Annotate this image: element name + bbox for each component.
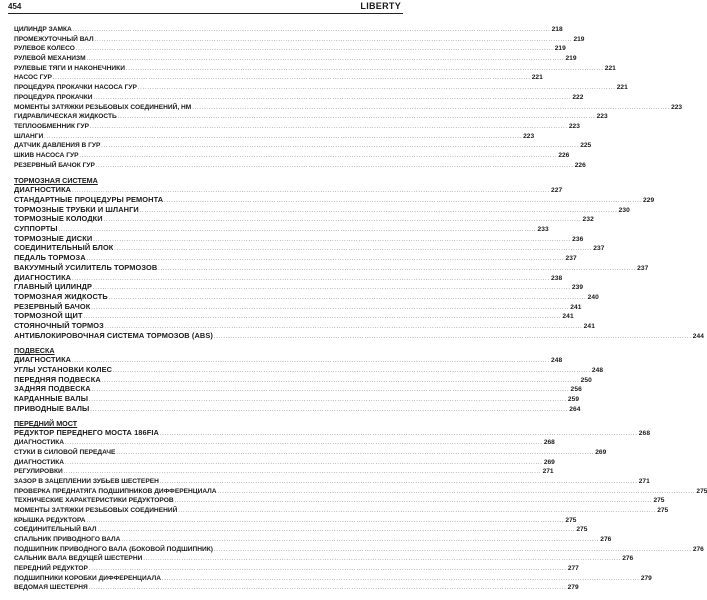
entry-page-number: 233 <box>537 226 549 234</box>
entry-list <box>14 355 604 413</box>
dot-leader: ........................................................................................................................................................................................................ <box>217 488 696 495</box>
toc-entry <box>14 262 649 273</box>
entry-page-number: 222 <box>572 93 584 101</box>
dot-leader: ........................................................................................................................................................................................................ <box>93 285 571 292</box>
entry-page-number: 229 <box>643 197 655 204</box>
toc-entry <box>14 564 579 574</box>
entry-page-number: 225 <box>580 142 592 150</box>
entry-title: РУЛЕВОЕ КОЛЕСО <box>14 45 75 53</box>
entry-title: ТОРМОЗНАЯ ЖИДКОСТЬ <box>14 291 108 301</box>
dot-leader: ........................................................................................................................................................................................................ <box>72 27 551 33</box>
dot-leader: ........................................................................................................................................................................................................ <box>178 507 657 514</box>
toc-entry <box>14 320 595 331</box>
entry-list <box>14 25 683 170</box>
dot-leader: ........................................................................................................................................................................................................ <box>64 440 543 447</box>
entry-title: ДИАГНОСТИКА <box>14 185 72 195</box>
entry-page-number: 268 <box>543 439 555 447</box>
entry-title: ГИДРАВЛИЧЕСКАЯ ЖИДКОСТЬ <box>14 113 117 121</box>
dot-leader: ........................................................................................................................................................................................................ <box>90 123 568 130</box>
entry-page-number: 239 <box>571 284 584 292</box>
toc-entry <box>14 477 650 487</box>
entry-page-number: 240 <box>587 293 599 301</box>
toc-entry <box>14 103 683 113</box>
toc-section <box>14 25 683 170</box>
entry-title: СУППОРТЫ <box>14 224 58 234</box>
entry-title: ПОДШИПНИКИ КОРОБКИ ДИФФЕРЕНЦИАЛА <box>14 574 161 582</box>
section-title: ПОДВЕСКА <box>14 346 55 356</box>
dot-leader: ........................................................................................................................................................................................................ <box>86 56 565 63</box>
entry-page-number: 221 <box>531 74 543 82</box>
dot-leader: ........................................................................................................................................................................................................ <box>89 397 567 404</box>
dot-leader: ........................................................................................................................................................................................................ <box>64 459 543 466</box>
toc-entry <box>14 467 554 477</box>
entry-page-number: 276 <box>600 536 612 543</box>
entry-title: МОМЕНТЫ ЗАТЯЖКИ РЕЗЬБОВЫХ СОЕДИНЕНИЙ, НМ <box>14 103 192 111</box>
entry-title: ВЕДОМАЯ ШЕСТЕРНЯ <box>14 584 88 592</box>
toc-entry <box>14 233 584 244</box>
toc-entry <box>14 301 582 312</box>
entry-page-number: 259 <box>567 396 580 404</box>
toc-entry <box>14 54 577 64</box>
entry-page-number: 275 <box>696 487 707 495</box>
entry-page-number: 223 <box>671 103 683 111</box>
toc-entry <box>14 330 705 341</box>
toc-entry <box>14 204 630 215</box>
entry-page-number: 218 <box>551 26 563 33</box>
entry-title: АНТИБЛОКИРОВОЧНАЯ СИСТЕМА ТОРМОЗОВ (ABS) <box>14 330 213 340</box>
dot-leader: ........................................................................................................................................................................................................ <box>159 478 638 485</box>
entry-title: ДИАГНОСТИКА <box>14 355 72 365</box>
dot-leader: ........................................................................................................................................................................................................ <box>72 358 550 365</box>
toc-entry <box>14 516 577 526</box>
dot-leader: ........................................................................................................................................................................................................ <box>93 94 572 101</box>
entry-page-number: 237 <box>593 245 605 253</box>
toc-entry <box>14 403 581 414</box>
entry-page-number: 276 <box>622 555 634 563</box>
entry-title: ТОРМОЗНОЙ ЩИТ <box>14 311 83 321</box>
entry-title: ДАТЧИК ДАВЛЕНИЯ В ГУР <box>14 142 101 150</box>
toc-entry <box>14 112 608 122</box>
entry-title: ШЛАНГИ <box>14 132 44 140</box>
entry-list <box>14 428 707 593</box>
toc-entry <box>14 554 634 564</box>
entry-title: ПОДШИПНИК ПРИВОДНОГО ВАЛА (БОКОВОЙ ПОДШИПНИК) <box>14 545 213 553</box>
toc-entry <box>14 224 549 234</box>
toc-entry <box>14 355 563 365</box>
entry-page-number: 275 <box>565 516 577 524</box>
dot-leader: ........................................................................................................................................................................................................ <box>213 546 692 553</box>
dot-leader: ........................................................................................................................................................................................................ <box>121 537 600 543</box>
entry-page-number: 241 <box>583 322 595 330</box>
entry-page-number: 268 <box>638 430 651 438</box>
table-of-contents <box>14 25 707 593</box>
entry-title: КРЫШКА РЕДУКТОРА <box>14 516 86 524</box>
entry-title: РУЛЕВОЙ МЕХАНИЗМ <box>14 55 86 63</box>
dot-leader: ........................................................................................................................................................................................................ <box>88 566 567 573</box>
toc-entry <box>14 83 628 93</box>
entry-page-number: 223 <box>596 113 608 121</box>
dot-leader: ........................................................................................................................................................................................................ <box>117 114 596 121</box>
entry-title: ТОРМОЗНЫЕ КОЛОДКИ <box>14 214 103 224</box>
toc-entry <box>14 282 584 292</box>
entry-title: СПАЛЬНИК ПРИВОДНОГО ВАЛА <box>14 536 121 543</box>
entry-page-number: 269 <box>543 458 555 466</box>
entry-page-number: 276 <box>692 545 704 553</box>
entry-page-number: 279 <box>567 584 579 592</box>
toc-entry <box>14 25 563 35</box>
entry-title: РЕЗЕРВНЫЙ БАЧОК ГУР <box>14 161 95 169</box>
entry-title: СОЕДИНИТЕЛЬНЫЙ БЛОК <box>14 243 114 253</box>
toc-entry <box>14 384 582 394</box>
dot-leader: ........................................................................................................................................................................................................ <box>158 265 637 272</box>
entry-title: СОЕДИНИТЕЛЬНЫЙ ВАЛ <box>14 526 97 534</box>
entry-page-number: 237 <box>565 255 577 263</box>
dot-leader: ........................................................................................................................................................................................................ <box>159 431 638 438</box>
entry-title: НАСОС ГУР <box>14 74 52 82</box>
entry-title: ПРИВОДНЫЕ ВАЛЫ <box>14 403 90 413</box>
entry-page-number: 219 <box>565 55 577 63</box>
dot-leader: ........................................................................................................................................................................................................ <box>86 517 565 524</box>
entry-title: ЦИЛИНДР ЗАМКА <box>14 26 72 33</box>
dot-leader: ........................................................................................................................................................................................................ <box>75 46 554 53</box>
toc-entry <box>14 195 655 205</box>
dot-leader: ........................................................................................................................................................................................................ <box>44 133 523 140</box>
dot-leader: ........................................................................................................................................................................................................ <box>52 75 531 82</box>
dot-leader: ........................................................................................................................................................................................................ <box>114 246 593 253</box>
entry-title: МОМЕНТЫ ЗАТЯЖКИ РЕЗЬБОВЫХ СОЕДИНЕНИЙ <box>14 506 178 514</box>
entry-title: САЛЬНИК ВАЛА ВЕДУЩЕЙ ШЕСТЕРНИ <box>14 555 143 563</box>
toc-entry <box>14 214 594 224</box>
entry-title: ДИАГНОСТИКА <box>14 272 72 282</box>
dot-leader: ........................................................................................................................................................................................................ <box>93 236 572 243</box>
entry-page-number: 244 <box>692 332 705 340</box>
entry-title: ШКИВ НАСОСА ГУР <box>14 151 79 159</box>
dot-leader: ........................................................................................................................................................................................................ <box>192 104 671 111</box>
entry-title: ЗАЗОР В ЗАЦЕПЛЕНИИ ЗУБЬЕВ ШЕСТЕРЕН <box>14 477 159 485</box>
entry-title: ТЕХНИЧЕСКИЕ ХАРАКТЕРИСТИКИ РЕДУКТОРОВ <box>14 497 174 505</box>
section-title: ТОРМОЗНАЯ СИСТЕМА <box>14 176 98 186</box>
dot-leader: ........................................................................................................................................................................................................ <box>103 217 582 224</box>
toc-entry <box>14 574 652 584</box>
dot-leader: ........................................................................................................................................................................................................ <box>101 377 580 384</box>
entry-title: РУЛЕВЫЕ ТЯГИ И НАКОНЕЧНИКИ <box>14 64 125 72</box>
entry-title: СТОЯНОЧНЫЙ ТОРМОЗ <box>14 320 104 330</box>
entry-page-number: 279 <box>640 574 652 582</box>
entry-title: ТОРМОЗНЫЕ ТРУБКИ И ШЛАНГИ <box>14 204 139 214</box>
toc-section <box>14 176 705 340</box>
entry-title: РЕЗЕРВНЫЙ БАЧОК <box>14 301 91 311</box>
entry-page-number: 275 <box>657 506 669 514</box>
dot-leader: ........................................................................................................................................................................................................ <box>86 256 565 263</box>
page-header <box>0 0 409 12</box>
entry-page-number: 248 <box>550 357 563 365</box>
entry-page-number: 232 <box>582 216 594 224</box>
dot-leader: ........................................................................................................................................................................................................ <box>79 152 558 159</box>
entry-title: ДИАГНОСТИКА <box>14 439 64 447</box>
dot-leader: ........................................................................................................................................................................................................ <box>97 527 576 534</box>
entry-page-number: 264 <box>569 405 581 413</box>
dot-leader: ........................................................................................................................................................................................................ <box>63 469 542 476</box>
entry-title: ЗАДНЯЯ ПОДВЕСКА <box>14 384 91 394</box>
dot-leader: ........................................................................................................................................................................................................ <box>88 585 567 592</box>
toc-entry <box>14 365 604 375</box>
entry-page-number: 238 <box>550 274 563 282</box>
entry-title: ПРОМЕЖУТОЧНЫЙ ВАЛ <box>14 35 94 43</box>
dot-leader: ........................................................................................................................................................................................................ <box>125 65 604 72</box>
entry-title: РЕДУКТОР ПЕРЕДНЕГО МОСТА 186FIA <box>14 428 159 438</box>
toc-entry <box>14 93 584 103</box>
toc-entry <box>14 272 563 283</box>
entry-title: ПЕДАЛЬ ТОРМОЗА <box>14 253 86 263</box>
entry-title: СТАНДАРТНЫЕ ПРОЦЕДУРЫ РЕМОНТА <box>14 195 164 204</box>
dot-leader: ........................................................................................................................................................................................................ <box>72 275 550 282</box>
dot-leader: ........................................................................................................................................................................................................ <box>108 294 587 301</box>
entry-page-number: 226 <box>558 151 570 159</box>
toc-entry <box>14 291 599 302</box>
toc-entry <box>14 496 665 506</box>
entry-page-number: 227 <box>550 187 563 195</box>
entry-title: УГЛЫ УСТАНОВКИ КОЛЕС <box>14 365 113 374</box>
toc-entry <box>14 253 577 263</box>
toc-entry <box>14 458 555 468</box>
toc-entry <box>14 141 592 151</box>
entry-page-number: 248 <box>591 367 604 374</box>
entry-page-number: 223 <box>568 122 580 130</box>
toc-entry <box>14 243 605 253</box>
toc-entry <box>14 428 651 438</box>
entry-title: ПЕРЕДНИЙ РЕДУКТОР <box>14 565 88 573</box>
dot-leader: ........................................................................................................................................................................................................ <box>72 188 550 195</box>
dot-leader: ........................................................................................................................................................................................................ <box>101 143 580 150</box>
dot-leader: ........................................................................................................................................................................................................ <box>90 406 569 413</box>
dot-leader: ........................................................................................................................................................................................................ <box>116 449 595 456</box>
toc-entry <box>14 394 580 404</box>
toc-entry <box>14 64 616 74</box>
toc-entry <box>14 311 574 321</box>
dot-leader: ........................................................................................................................................................................................................ <box>161 575 640 582</box>
entry-page-number: 250 <box>580 376 592 384</box>
entry-page-number: 269 <box>595 448 607 456</box>
entry-title: ДИАГНОСТИКА <box>14 458 64 466</box>
toc-entry <box>14 132 535 142</box>
entry-list <box>14 185 705 340</box>
entry-title: РЕГУЛИРОВКИ <box>14 468 63 476</box>
toc-entry <box>14 161 586 171</box>
section-title: ПЕРЕДНИЙ МОСТ <box>14 419 78 429</box>
entry-page-number: 226 <box>574 161 586 169</box>
entry-title: КАРДАННЫЕ ВАЛЫ <box>14 394 89 404</box>
dot-leader: ........................................................................................................................................................................................................ <box>95 162 574 169</box>
entry-title: СТУКИ В СИЛОВОЙ ПЕРЕДАЧЕ <box>14 448 116 456</box>
entry-title: ПРОВЕРКА ПРЕДНАТЯГА ПОДШИПНИКОВ ДИФФЕРЕНЦИАЛА <box>14 487 217 495</box>
dot-leader: ........................................................................................................................................................................................................ <box>91 304 570 311</box>
toc-entry <box>14 374 592 385</box>
dot-leader: ........................................................................................................................................................................................................ <box>58 227 537 234</box>
toc-entry <box>14 448 607 458</box>
toc-entry <box>14 545 704 555</box>
entry-title: ГЛАВНЫЙ ЦИЛИНДР <box>14 282 93 292</box>
toc-entry <box>14 506 669 516</box>
toc-entry <box>14 525 588 535</box>
toc-entry <box>14 185 563 195</box>
entry-page-number: 221 <box>616 84 628 92</box>
entry-page-number: 271 <box>542 468 554 476</box>
entry-page-number: 271 <box>638 477 650 485</box>
entry-page-number: 223 <box>523 132 535 140</box>
brand-title: LIBERTY <box>360 1 401 11</box>
entry-page-number: 230 <box>618 206 630 214</box>
entry-title: ПЕРЕДНЯЯ ПОДВЕСКА <box>14 374 101 384</box>
entry-page-number: 237 <box>637 264 649 272</box>
entry-page-number: 275 <box>653 497 665 505</box>
dot-leader: ........................................................................................................................................................................................................ <box>143 556 622 563</box>
dot-leader: ........................................................................................................................................................................................................ <box>139 207 618 214</box>
dot-leader: ........................................................................................................................................................................................................ <box>91 387 570 394</box>
toc-entry <box>14 73 543 83</box>
dot-leader: ........................................................................................................................................................................................................ <box>137 85 616 92</box>
toc-entry <box>14 44 566 54</box>
dot-leader: ........................................................................................................................................................................................................ <box>83 314 562 321</box>
entry-page-number: 219 <box>554 45 566 53</box>
dot-leader: ........................................................................................................................................................................................................ <box>104 323 583 330</box>
entry-title: ПРОЦЕДУРА ПРОКАЧКИ НАСОСА ГУР <box>14 84 137 92</box>
entry-page-number: 275 <box>576 526 588 534</box>
toc-entry <box>14 122 580 132</box>
toc-section <box>14 419 707 593</box>
entry-page-number: 219 <box>573 35 585 43</box>
toc-entry <box>14 35 585 45</box>
dot-leader: ........................................................................................................................................................................................................ <box>213 333 692 340</box>
entry-title: ПРОЦЕДУРА ПРОКАЧКИ <box>14 93 93 101</box>
dot-leader: ........................................................................................................................................................................................................ <box>94 36 573 43</box>
dot-leader: ........................................................................................................................................................................................................ <box>113 368 591 374</box>
dot-leader: ........................................................................................................................................................................................................ <box>174 498 653 505</box>
toc-entry <box>14 151 570 161</box>
page-number: 454 <box>8 2 22 11</box>
dot-leader: ........................................................................................................................................................................................................ <box>164 198 643 204</box>
toc-entry <box>14 535 612 545</box>
entry-page-number: 256 <box>570 386 582 394</box>
toc-entry <box>14 583 579 593</box>
entry-title: ТЕПЛООБМЕННИК ГУР <box>14 122 90 130</box>
entry-page-number: 277 <box>567 565 579 573</box>
entry-page-number: 221 <box>604 64 616 72</box>
toc-section <box>14 346 604 413</box>
toc-entry <box>14 438 555 448</box>
entry-page-number: 241 <box>562 313 574 321</box>
entry-title: ВАКУУМНЫЙ УСИЛИТЕЛЬ ТОРМОЗОВ <box>14 262 158 272</box>
header-rule <box>8 13 403 14</box>
entry-title: ТОРМОЗНЫЕ ДИСКИ <box>14 233 93 243</box>
entry-page-number: 236 <box>572 235 584 243</box>
toc-entry <box>14 487 707 497</box>
entry-page-number: 241 <box>570 303 582 311</box>
